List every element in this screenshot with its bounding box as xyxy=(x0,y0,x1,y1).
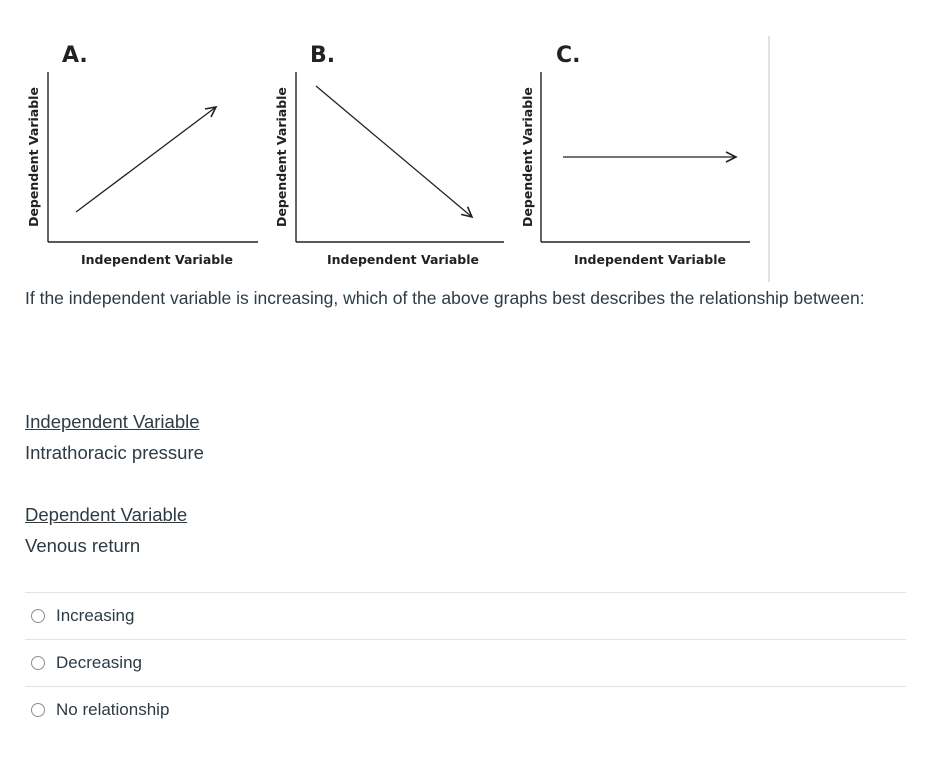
graph-c xyxy=(520,43,750,267)
dependent-variable-value: Venous return xyxy=(25,535,141,556)
answer-label-no-relationship: No relationship xyxy=(56,700,170,719)
graph-b xyxy=(274,43,504,267)
answer-label-decreasing: Decreasing xyxy=(56,653,142,672)
graphs-figure xyxy=(0,0,928,290)
graph-a xyxy=(26,43,258,267)
graph-c-letter: C. xyxy=(556,43,581,68)
graph-a-letter: A. xyxy=(62,43,88,68)
radio-no-relationship[interactable] xyxy=(31,703,45,717)
graph-b-trend-arrow xyxy=(316,86,472,217)
radio-decreasing[interactable] xyxy=(31,656,45,670)
answer-list xyxy=(25,592,906,733)
graph-c-xlabel: Independent Variable xyxy=(574,252,726,267)
answer-option-decreasing[interactable] xyxy=(25,639,906,686)
graph-b-xlabel: Independent Variable xyxy=(327,252,479,267)
dependent-variable-block xyxy=(25,499,187,561)
graphs-svg xyxy=(0,0,928,290)
answer-option-increasing[interactable] xyxy=(25,592,906,639)
answer-option-no-relationship[interactable] xyxy=(25,686,906,733)
independent-variable-heading: Independent Variable xyxy=(25,411,200,432)
graph-c-ylabel: Dependent Variable xyxy=(520,87,535,227)
independent-variable-block xyxy=(25,406,204,468)
independent-variable-value: Intrathoracic pressure xyxy=(25,442,204,463)
graph-b-ylabel: Dependent Variable xyxy=(274,87,289,227)
graph-b-letter: B. xyxy=(310,43,336,68)
graph-a-ylabel: Dependent Variable xyxy=(26,87,41,227)
graph-a-xlabel: Independent Variable xyxy=(81,252,233,267)
radio-increasing[interactable] xyxy=(31,609,45,623)
answer-label-increasing: Increasing xyxy=(56,606,135,625)
graph-a-trend-arrow xyxy=(76,107,216,212)
question-text: If the independent variable is increasing, which of the above graphs best describes the relationship between: xyxy=(25,288,865,308)
dependent-variable-heading: Dependent Variable xyxy=(25,504,188,525)
